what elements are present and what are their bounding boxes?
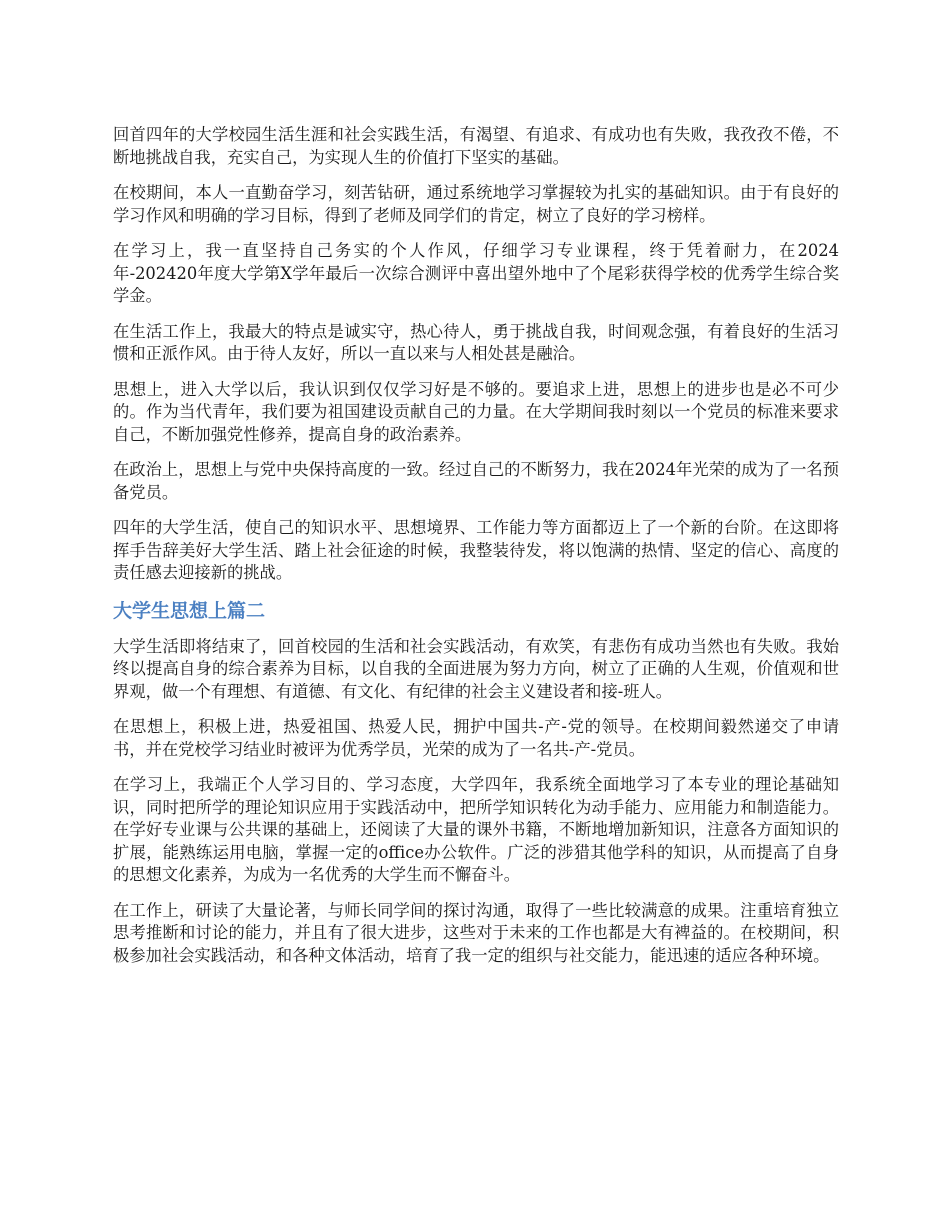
paragraph: 在思想上，积极上进，热爱祖国、热爱人民，拥护中国共-产-党的领导。在校期间毅然递交了申请书，并在党校学习结业时被评为优秀学员，光荣的成为了一名共-产-党员。 [113,717,839,759]
paragraph: 在政治上，思想上与党中央保持高度的一致。经过自己的不断努力，我在2024年光荣的成为了一名预备党员。 [113,460,839,502]
paragraph: 回首四年的大学校园生活生涯和社会实践生活，有渴望、有追求、有成功也有失败，我孜孜不倦，不断地挑战自我，充实自己，为实现人生的价值打下坚实的基础。 [113,125,839,167]
section-heading: 大学生思想上篇二 [113,599,266,622]
document-body [113,124,839,980]
paragraph: 大学生活即将结束了，回首校园的生活和社会实践活动，有欢笑，有悲伤有成功当然也有失败。我始终以提高自身的综合素养为目标，以自我的全面进展为努力方向，树立了正确的人生观，价值观和世界观，做一个有理想、有道德、有文化、有纪律的社会主义建设者和接-班人。 [113,636,839,701]
paragraph: 在学习上，我一直坚持自己务实的个人作风，仔细学习专业课程，终于凭着耐力，在2024年-202420年度大学第X学年最后一次综合测评中喜出望外地中了个尾彩获得学校的优秀学生综合奖学金。 [113,241,839,305]
paragraph: 在工作上，研读了大量论著，与师长同学间的探讨沟通，取得了一些比较满意的成果。注重培育独立思考推断和讨论的能力，并且有了很大进步，这些对于未来的工作也都是大有裨益的。在校期间，积极参加社会实践活动，和各种文体活动，培育了我一定的组织与社交能力，能迅速的适应各种环境。 [113,900,839,965]
paragraph: 在校期间，本人一直勤奋学习，刻苦钻研，通过系统地学习掌握较为扎实的基础知识。由于有良好的学习作风和明确的学习目标，得到了老师及同学们的肯定，树立了良好的学习榜样。 [113,183,839,225]
paragraph: 在生活工作上，我最大的特点是诚实守，热心待人，勇于挑战自我，时间观念强，有着良好的生活习惯和正派作风。由于待人友好，所以一直以来与人相处甚是融洽。 [113,321,839,363]
paragraph: 思想上，进入大学以后，我认识到仅仅学习好是不够的。要追求上进，思想上的进步也是必不可少的。作为当代青年，我们要为祖国建设贡献自己的力量。在大学期间我时刻以一个党员的标准来要求自己，不断加强党性修养，提高自身的政治素养。 [113,379,839,444]
paragraph: 在学习上，我端正个人学习目的、学习态度，大学四年，我系统全面地学习了本专业的理论基础知识，同时把所学的理论知识应用于实践活动中，把所学知识转化为动手能力、应用能力和制造能力。在学好专业课与公共课的基础上，还阅读了大量的课外书籍，不断地增加新知识，注意各方面知识的扩展，能熟练运用电脑，掌握一定的office办公软件。广泛的涉猎其他学科的知识，从而提高了自身的思想文化素养，为成为一名优秀的大学生而不懈奋斗。 [113,775,839,884]
paragraph: 四年的大学生活，使自己的知识水平、思想境界、工作能力等方面都迈上了一个新的台阶。在这即将挥手告辞美好大学生活、踏上社会征途的时候，我整装待发，将以饱满的热情、坚定的信心、高度的责任感去迎接新的挑战。 [113,518,839,582]
